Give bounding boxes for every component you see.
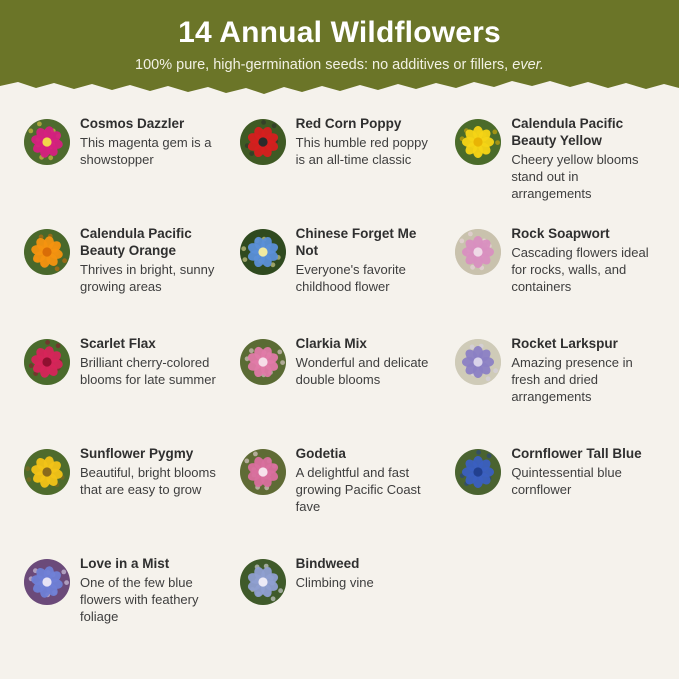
flower-name: Rock Soapwort <box>511 226 610 241</box>
flower-text-block <box>511 335 653 405</box>
flower-name: Scarlet Flax <box>80 336 156 351</box>
flower-thumbnail-cosmos-dazzler <box>24 119 70 165</box>
flower-thumbnail-cornflower-tall-blue <box>455 449 501 495</box>
flower-thumbnail-red-corn-poppy <box>240 119 286 165</box>
flower-list-item[interactable] <box>447 335 663 445</box>
flower-list-item[interactable] <box>16 225 232 335</box>
page-title: 14 Annual Wildflowers <box>178 16 501 49</box>
flower-description: Beautiful, bright blooms that are easy to grow <box>80 464 216 498</box>
flower-description: Thrives in bright, sunny growing areas <box>80 261 215 294</box>
page-subtitle-main: 100% pure, high-germination seeds: no additives or fillers, <box>135 56 513 73</box>
flower-thumbnail-sunflower-pygmy <box>24 449 70 495</box>
flower-description: Brilliant cherry-colored blooms for late summer <box>80 354 216 388</box>
flower-list-item[interactable] <box>232 225 448 335</box>
flower-name: Sunflower Pygmy <box>80 446 194 461</box>
flower-grid <box>0 97 679 665</box>
flower-name: Chinese Forget Me Not <box>295 226 417 258</box>
flower-text-block <box>511 445 653 498</box>
flower-thumbnail-bindweed <box>240 559 286 605</box>
flower-name: Clarkia Mix <box>295 336 367 351</box>
flower-name: Calendula Pacific Beauty Orange <box>80 226 192 258</box>
flower-thumbnail-scarlet-flax <box>24 339 70 385</box>
flower-description: Wonderful and delicate double blooms <box>295 354 429 388</box>
torn-paper-edge-icon <box>0 76 679 97</box>
flower-thumbnail-calendula-yellow <box>455 119 501 165</box>
page-subtitle-emphasis: ever. <box>512 56 544 73</box>
flower-text-block <box>296 445 438 515</box>
flower-name: Calendula Pacific Beauty Yellow <box>511 116 624 148</box>
flower-text-block <box>511 115 653 202</box>
flower-text-block <box>80 335 222 388</box>
flower-description: Everyone's favorite childhood flower <box>295 261 406 294</box>
flower-thumbnail-chinese-forget-me-not <box>240 229 286 275</box>
flower-list-item[interactable] <box>447 115 663 225</box>
page-header <box>0 0 679 97</box>
flower-thumbnail-love-in-a-mist <box>24 559 70 605</box>
flower-description: This humble red poppy is an all-time classic <box>295 134 428 168</box>
flower-thumbnail-rock-soapwort <box>455 229 501 275</box>
flower-text-block <box>80 115 222 168</box>
grid-filler <box>447 555 663 665</box>
flower-list-item[interactable] <box>232 335 448 445</box>
flower-text-block <box>296 115 438 168</box>
flower-description: Cheery yellow blooms stand out in arrangements <box>511 151 639 202</box>
flower-description: Climbing vine <box>295 574 374 590</box>
page-subtitle <box>0 57 679 73</box>
flower-list-item[interactable] <box>232 555 448 665</box>
flower-name: Godetia <box>295 446 346 461</box>
flower-list-item[interactable] <box>16 555 232 665</box>
flower-list-item[interactable] <box>16 445 232 555</box>
flower-description: Quintessential blue cornflower <box>511 464 622 498</box>
flower-name: Love in a Mist <box>80 556 170 571</box>
flower-description: A delightful and fast growing Pacific Coast fave <box>295 464 421 515</box>
flower-text-block <box>296 225 438 295</box>
flower-name: Red Corn Poppy <box>295 116 402 131</box>
flower-list-item[interactable] <box>447 225 663 335</box>
flower-description: Amazing presence in fresh and dried arrangements <box>511 354 633 405</box>
flower-list-item[interactable] <box>447 445 663 555</box>
flower-name: Cosmos Dazzler <box>80 116 185 131</box>
flower-name: Rocket Larkspur <box>511 336 618 351</box>
flower-text-block <box>80 555 222 625</box>
flower-thumbnail-calendula-orange <box>24 229 70 275</box>
flower-description: This magenta gem is a showstopper <box>80 134 212 168</box>
flower-list-item[interactable] <box>232 445 448 555</box>
flower-thumbnail-godetia <box>240 449 286 495</box>
flower-list-item[interactable] <box>16 115 232 225</box>
flower-thumbnail-clarkia-mix <box>240 339 286 385</box>
flower-text-block <box>296 555 438 591</box>
flower-text-block <box>511 225 653 295</box>
flower-description: Cascading flowers ideal for rocks, walls, and containers <box>511 244 649 295</box>
flower-text-block <box>80 445 222 498</box>
flower-text-block <box>80 225 222 295</box>
flower-description: One of the few blue flowers with feathery foliage <box>80 574 199 625</box>
flower-text-block <box>296 335 438 388</box>
flower-name: Cornflower Tall Blue <box>511 446 642 461</box>
flower-list-item[interactable] <box>16 335 232 445</box>
flower-list-item[interactable] <box>232 115 448 225</box>
flower-name: Bindweed <box>295 556 360 571</box>
flower-thumbnail-rocket-larkspur <box>455 339 501 385</box>
